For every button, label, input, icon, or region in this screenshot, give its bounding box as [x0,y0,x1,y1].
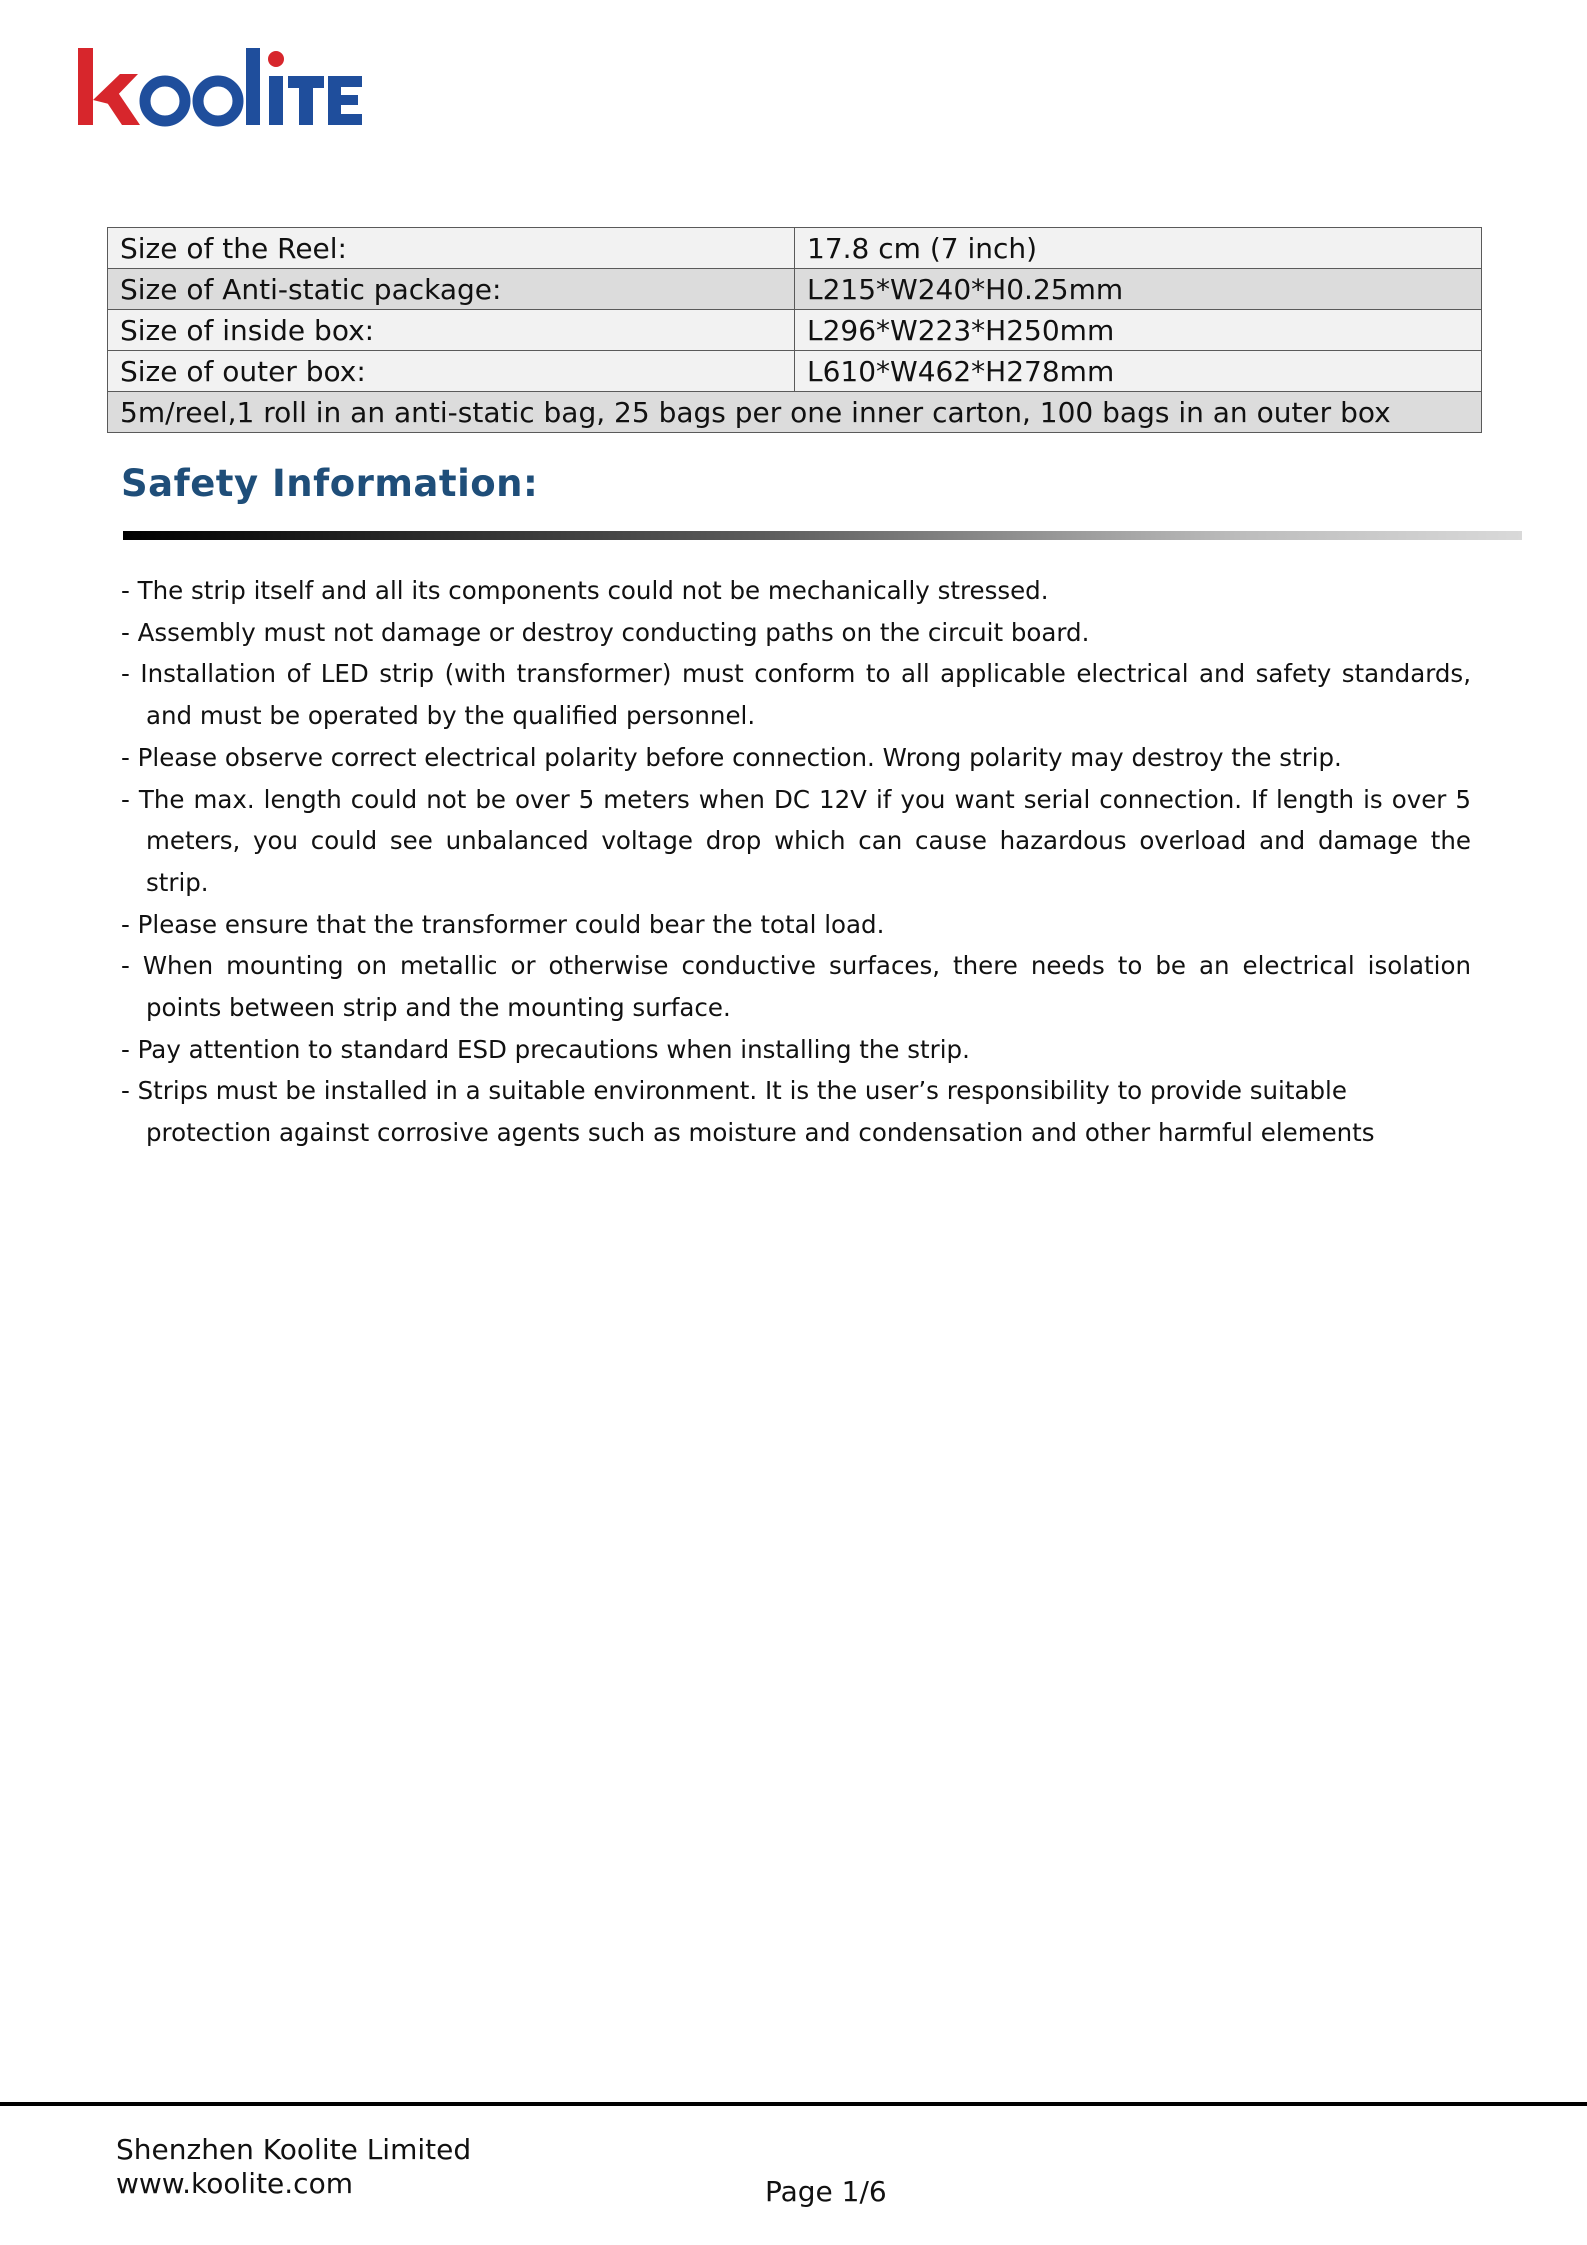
koolite-logo [76,44,366,134]
spec-label: Size of the Reel: [108,228,795,269]
table-row [108,392,1482,433]
koolite-logo-graphic [76,44,366,134]
list-item: - Please observe correct electrical polarity before connection. Wrong polarity may destroy the strip. [121,742,1342,772]
spec-value: L215*W240*H0.25mm [795,269,1482,310]
footer-company: Shenzhen Koolite Limited [116,2133,472,2166]
list-item: - Assembly must not damage or destroy conducting paths on the circuit board. [121,617,1090,647]
list-item: - The strip itself and all its components could not be mechanically stressed. [121,576,1049,605]
title-divider [123,531,1522,540]
page-number: Page 1/6 [765,2175,887,2208]
spec-label: Size of outer box: [108,351,795,392]
footer-website: www.koolite.com [116,2167,353,2200]
footer-divider [0,2102,1587,2106]
spec-value: L610*W462*H278mm [795,351,1482,392]
table-row [108,228,1482,269]
list-item: - Installation of LED strip (with transformer) must conform to all applicable electrical and safety standards, and must be operated by the qualified personnel. [121,659,1471,731]
spec-value: L296*W223*H250mm [795,310,1482,351]
table-row [108,269,1482,310]
packing-note: 5m/reel,1 roll in an anti-static bag, 25 bags per one inner carton, 100 bags in an outer box [108,392,1482,433]
safety-list [121,570,1471,1154]
list-item: - The max. length could not be over 5 meters when DC 12V if you want serial connection. If length is over 5 meters, you could see unbalanced voltage drop which can cause hazardous overload and damage the strip. [121,784,1471,897]
section-title: Safety Information: [121,462,539,505]
list-item: - Pay attention to standard ESD precautions when installing the strip. [121,1034,970,1064]
spec-label: Size of inside box: [108,310,795,351]
packing-specs-table [107,227,1482,433]
list-item: - Strips must be installed in a suitable environment. It is the user’s responsibility to provide suitable protection against corrosive agents such as moisture and condensation and other harmful elements [121,1076,1375,1148]
spec-label: Size of Anti-static package: [108,269,795,310]
list-item: - When mounting on metallic or otherwise conductive surfaces, there needs to be an electrical isolation points between strip and the mounting surface. [121,951,1471,1023]
spec-value: 17.8 cm (7 inch) [795,228,1482,269]
table-row [108,351,1482,392]
table-row [108,310,1482,351]
list-item: - Please ensure that the transformer could bear the total load. [121,909,885,939]
